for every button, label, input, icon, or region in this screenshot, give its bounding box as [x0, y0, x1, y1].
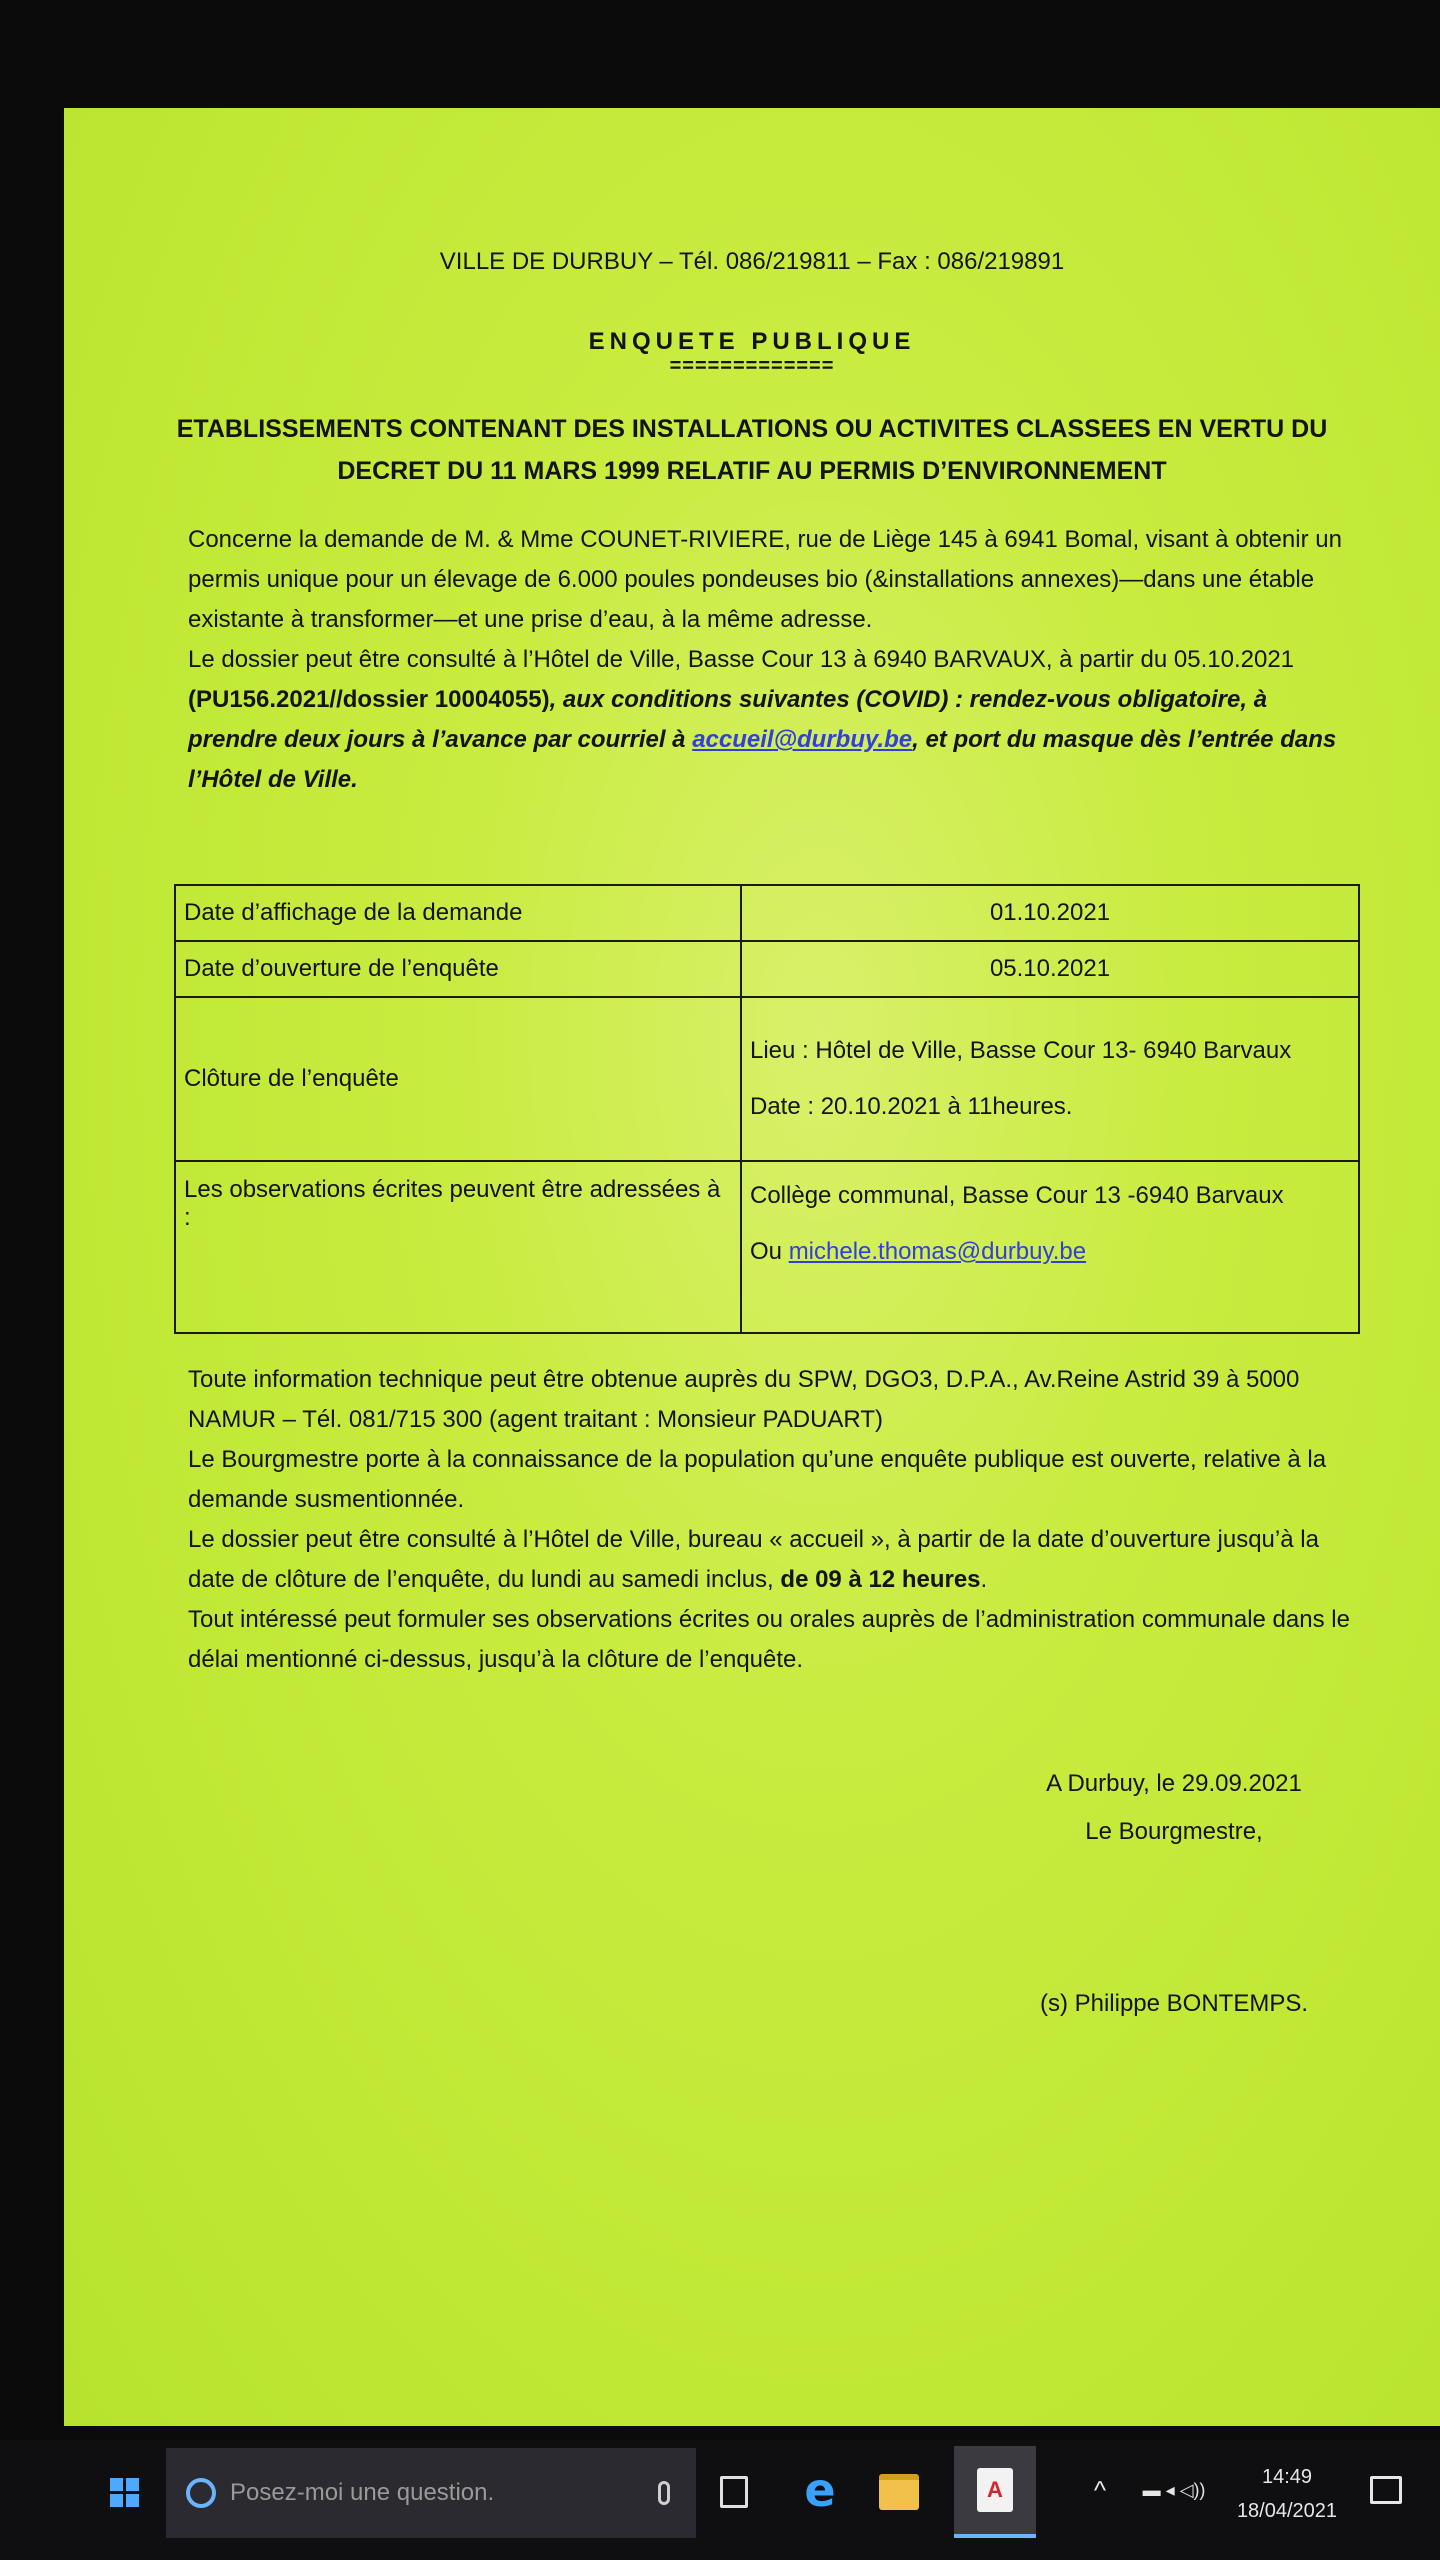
page-title: ENQUETE PUBLIQUE	[588, 328, 916, 355]
clock-date: 18/04/2021	[1236, 2500, 1338, 2522]
table-row	[175, 885, 1359, 941]
clock[interactable]	[1232, 2454, 1342, 2534]
accueil-email-link[interactable]: accueil@durbuy.be	[692, 726, 913, 753]
file-explorer-button[interactable]	[874, 2470, 924, 2514]
clock-time: 14:49	[1261, 2466, 1313, 2488]
dossier-plain: Le dossier peut être consulté à l’Hôtel de Ville, bureau « accueil », à partir de la date d’ouverture jusqu’à la date de clôture de l’enquête, du lundi au samedi inclus,	[188, 1526, 1319, 1593]
consult-italic: , aux conditions suivantes (COVID) : rendez-vous obligatoire, à prendre deux jours à l’avance par courriel à	[188, 686, 1268, 753]
dossier-notice	[188, 1520, 1358, 1600]
edge-browser-icon[interactable]: e	[804, 2463, 836, 2517]
task-view-icon	[720, 2476, 748, 2508]
search-input[interactable]: Posez-moi une question.	[230, 2479, 495, 2506]
taskbar	[0, 2440, 1440, 2560]
notification-icon	[1370, 2476, 1402, 2504]
start-button[interactable]	[96, 2464, 152, 2520]
consult-plain: Le dossier peut être consulté à l’Hôtel de Ville, Basse Cour 13 à 6940 BARVAUX, à partir du 05.10.2021	[188, 646, 1295, 673]
row-affichage-label: Date d’affichage de la demande	[175, 885, 741, 941]
show-hidden-icons-button[interactable]: ^	[1093, 2474, 1107, 2505]
dossier-end: .	[980, 1566, 988, 1593]
table-row	[175, 941, 1359, 997]
subtitle	[144, 408, 1360, 492]
row-cloture-label: Clôture de l’enquête	[175, 997, 741, 1161]
action-center-button[interactable]	[1364, 2468, 1408, 2512]
observations-notice: Tout intéressé peut formuler ses observations écrites ou orales auprès de l’administration communale dans le délai mentionné ci-dessus, jusqu’à la clôture de l’enquête.	[188, 1606, 1350, 1673]
title-underline: =============	[669, 355, 835, 377]
intro-text: Concerne la demande de M. & Mme COUNET-RIVIERE, rue de Liège 145 à 6941 Bomal, visant à obtenir un permis unique pour un élevage de 6.000 poules pondeuses bio (&installations annexes)—dans une étable existante à transformer—et une prise d’eau, à la même adresse.	[188, 526, 1342, 633]
windows-icon	[110, 2478, 139, 2507]
cloture-date: Date : 20.10.2021 à 11heures.	[750, 1093, 1073, 1120]
acrobat-app-button[interactable]	[954, 2446, 1036, 2538]
thomas-email-link[interactable]: michele.thomas@durbuy.be	[788, 1238, 1087, 1265]
consult-text	[188, 640, 1358, 800]
observations-address: Collège communal, Basse Cour 13 -6940 Barvaux	[750, 1182, 1284, 1209]
dossier-hours: de 09 à 12 heures	[780, 1566, 981, 1593]
ou-label: Ou	[750, 1238, 789, 1265]
row-ouverture-label: Date d’ouverture de l’enquête	[175, 941, 741, 997]
row-ouverture-value: 05.10.2021	[741, 941, 1359, 997]
document-page	[64, 108, 1440, 2426]
table-row	[175, 997, 1359, 1161]
folder-icon	[879, 2474, 919, 2510]
task-view-button[interactable]	[712, 2470, 756, 2514]
signature-role: Le Bourgmestre,	[1085, 1818, 1263, 1845]
signature-place-date: A Durbuy, le 29.09.2021	[1046, 1770, 1302, 1797]
row-observations-label: Les observations écrites peuvent être adressées à :	[175, 1161, 741, 1333]
microphone-icon[interactable]	[658, 2481, 670, 2505]
system-tray-icons[interactable]: ▬ ◂ ◁))	[1142, 2479, 1206, 2500]
info-technique: Toute information technique peut être obtenue auprès du SPW, DGO3, D.P.A., Av.Reine Astrid 39 à 5000 NAMUR – Tél. 081/715 300 (agent traitant : Monsieur PADUART)	[188, 1366, 1300, 1433]
info-paragraphs	[188, 1360, 1358, 1680]
acrobat-icon: A	[977, 2468, 1013, 2512]
search-box[interactable]	[166, 2448, 696, 2538]
intro-paragraph	[188, 520, 1358, 800]
observations-email-line	[750, 1224, 1350, 1280]
cortana-icon	[186, 2478, 216, 2508]
enquiry-table	[174, 884, 1360, 1334]
letterhead: VILLE DE DURBUY – Tél. 086/219811 – Fax : 086/219891	[439, 248, 1065, 275]
cloture-lieu: Lieu : Hôtel de Ville, Basse Cour 13- 6940 Barvaux	[750, 1037, 1292, 1064]
subtitle-line-2: DECRET DU 11 MARS 1999 RELATIF AU PERMIS D’ENVIRONNEMENT	[337, 457, 1167, 485]
row-observations-value	[741, 1161, 1359, 1333]
consult-end: , et port du masque dès l’entrée dans l’Hôtel de Ville.	[188, 726, 1337, 793]
bourgmestre-notice: Le Bourgmestre porte à la connaissance de la population qu’une enquête publique est ouverte, relative à la demande susmentionnée.	[188, 1446, 1327, 1513]
signature-name: (s) Philippe BONTEMPS.	[1039, 1990, 1309, 2017]
consult-ref: (PU156.2021//dossier 10004055)	[188, 686, 550, 713]
row-cloture-value	[741, 997, 1359, 1161]
subtitle-line-1: ETABLISSEMENTS CONTENANT DES INSTALLATIONS OU ACTIVITES CLASSEES EN VERTU DU	[176, 415, 1328, 443]
table-row	[175, 1161, 1359, 1333]
row-affichage-value: 01.10.2021	[741, 885, 1359, 941]
